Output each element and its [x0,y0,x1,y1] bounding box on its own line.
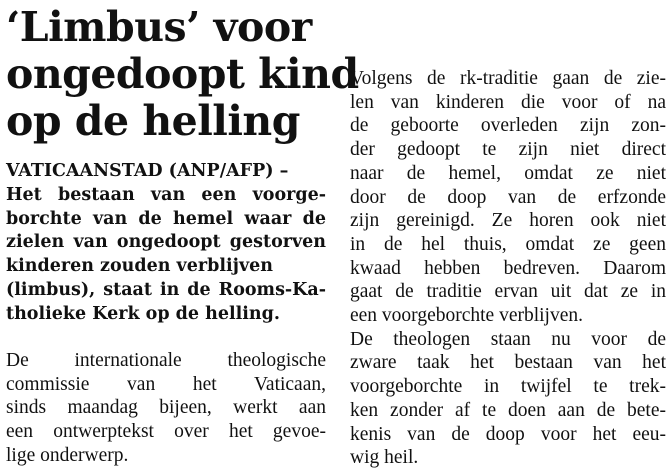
body-line: len van kinderen die voor of na [350,91,666,113]
body-line: een ontwerptekst over het gevoe- [6,421,326,443]
article-body-right [350,67,666,470]
body-line: een voorgeborchte verblijven. [350,305,584,327]
body-line: lige onderwerp. [6,444,129,466]
body-line: De theologen staan nu voor de [350,328,666,350]
headline-line-1: ‘Limbus’ voor [6,3,312,51]
lead-dateline: VATICAANSTAD (ANP/AFP) – [6,161,289,181]
lead-line: zielen van ongedoopt gestorven [6,232,326,253]
body-line: der gedoopt te zijn niet direct [350,139,666,161]
body-line: sinds maandag bijeen, werkt aan [6,397,326,419]
body-line: zware taak het bestaan van het [350,352,666,374]
article-lead [6,160,326,327]
body-line: zijn gereinigd. Ze horen ook niet [350,210,666,232]
headline-line-2: ongedoopt kind [6,50,359,98]
body-line: ken zonder af te doen aan de bete- [350,399,666,421]
lead-line: Het bestaan van een voorge- [6,184,326,205]
lead-line: (limbus), staat in de Rooms-Ka- [6,279,326,300]
body-line: Volgens de rk-traditie gaan de zie- [350,68,666,89]
lead-line: tholieke Kerk op de helling. [6,303,280,324]
lead-line: borchte van de hemel waar de [6,208,326,229]
body-line: commissie van het Vaticaan, [6,373,326,395]
headline-line-3: op de helling [6,97,300,145]
lead-line: kinderen zouden verblijven [6,256,273,277]
body-line: voorgeborchte in twijfel te trek- [350,376,666,398]
body-line: kenis van de doop voor het eeu- [350,423,666,445]
body-line: De internationale theologische [6,350,326,371]
article-headline [6,3,359,145]
body-line: door de doop van de erfzonde [350,186,666,208]
body-line: kwaad hebben bedreven. Daarom [350,257,666,279]
body-line: wig heil. [350,447,419,469]
body-line: de geboorte overleden zijn zon- [350,115,666,137]
body-line: in de hel thuis, omdat ze geen [350,233,666,255]
body-line: gaat de traditie ervan uit dat ze in [350,281,666,303]
article-body-left [6,349,326,468]
body-line: naar de hemel, omdat ze niet [350,162,666,184]
